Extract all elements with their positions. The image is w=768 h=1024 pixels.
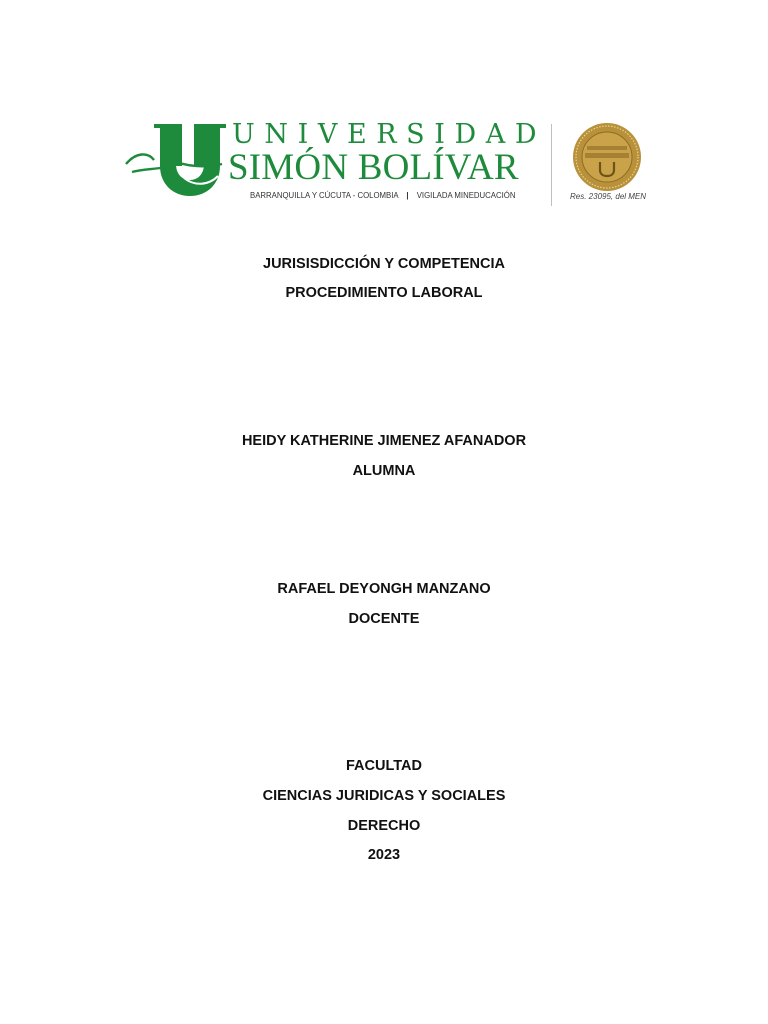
document-title-line1: JURISISDICCIÓN Y COMPETENCIA <box>263 256 505 272</box>
seal-caption: Res. 23095, del MEN <box>570 192 647 201</box>
logo-divider <box>551 124 552 206</box>
program-name: DERECHO <box>347 818 421 834</box>
document-year: 2023 <box>367 847 401 863</box>
student-role: ALUMNA <box>352 463 416 479</box>
university-u-emblem-icon <box>124 122 232 198</box>
alta-calidad-seal-icon <box>572 122 642 192</box>
university-logo-header <box>124 118 654 210</box>
university-subline <box>250 191 516 201</box>
faculty-name: CIENCIAS JURIDICAS Y SOCIALES <box>262 788 506 804</box>
location-text: BARRANQUILLA Y CÚCUTA - COLOMBIA <box>250 191 399 200</box>
university-name-line1: UNIVERSIDAD <box>232 119 547 150</box>
faculty-label: FACULTAD <box>346 758 422 774</box>
document-title-line2: PROCEDIMIENTO LABORAL <box>285 285 483 301</box>
teacher-name: RAFAEL DEYONGH MANZANO <box>277 581 491 597</box>
oversight-text: VIGILADA MINEDUCACIÓN <box>416 191 516 200</box>
subline-separator: | <box>406 191 409 200</box>
university-name-line2: SIMÓN BOLÍVAR <box>228 147 519 188</box>
student-name: HEIDY KATHERINE JIMENEZ AFANADOR <box>241 433 527 449</box>
teacher-role: DOCENTE <box>348 611 420 627</box>
